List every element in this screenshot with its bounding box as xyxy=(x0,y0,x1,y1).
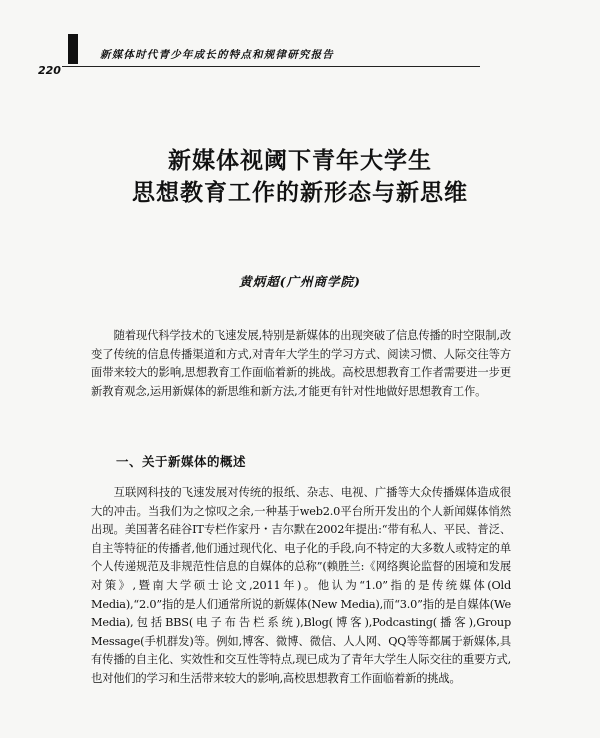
body-paragraph: 互联网科技的飞速发展对传统的报纸、杂志、电视、广播等大众传播媒体造成很大的冲击。当我们为之惊叹之余,一种基于web2.0平台所开发出的个人新闻媒体悄然出现。美国著名硅谷IT专栏作家丹・吉尔默在2002年提出:“带有私人、平民、普泛、自主等特征的传播者,他们通过现代化、电子化的手段,向不特定的大多数人或特定的单个人传递规范及非规范性信息的自媒体的总称”(赖胜兰:《网络舆论监督的困境和发展对策》,暨南大学硕士论文,2011年)。他认为“1.0”指的是传统媒体(Old Media),“2.0”指的是人们通常所说的新媒体(New Media),而“3.0”指的是自媒体(We Media),包括BBS(电子布告栏系统),Blog(博客),Podcasting(播客),Group Message(手机群发)等。例如,博客、微博、微信、人人网、QQ等等都属于新媒体,具有传播的自主化、实效性和交互性等特点,现已成为了青年大学生人际交往的重要方式,也对他们的学习和生活带来较大的影响,高校思想教育工作面临着新的挑战。 xyxy=(91,486,511,685)
article-title-line-1: 新媒体视阈下青年大学生 xyxy=(168,148,432,174)
running-header-title: 新媒体时代青少年成长的特点和规律研究报告 xyxy=(100,49,334,61)
article-title-line-2: 思想教育工作的新形态与新思维 xyxy=(132,180,468,206)
header-marker-block xyxy=(68,34,78,64)
author-affiliation: 黄炳超(广州商学院) xyxy=(239,274,361,289)
page-number: 220 xyxy=(38,64,61,77)
abstract-paragraph: 随着现代科学技术的飞速发展,特别是新媒体的出现突破了信息传播的时空限制,改变了传统的信息传播渠道和方式,对青年大学生的学习方式、阅读习惯、人际交往等方面带来较大的影响,思想教育工作面临着新的挑战。高校思想教育工作者需要进一步更新教育观念,运用新媒体的新思维和新方法,才能更有针对性地做好思想教育工作。 xyxy=(91,329,511,398)
section-heading: 一、关于新媒体的概述 xyxy=(116,454,247,469)
